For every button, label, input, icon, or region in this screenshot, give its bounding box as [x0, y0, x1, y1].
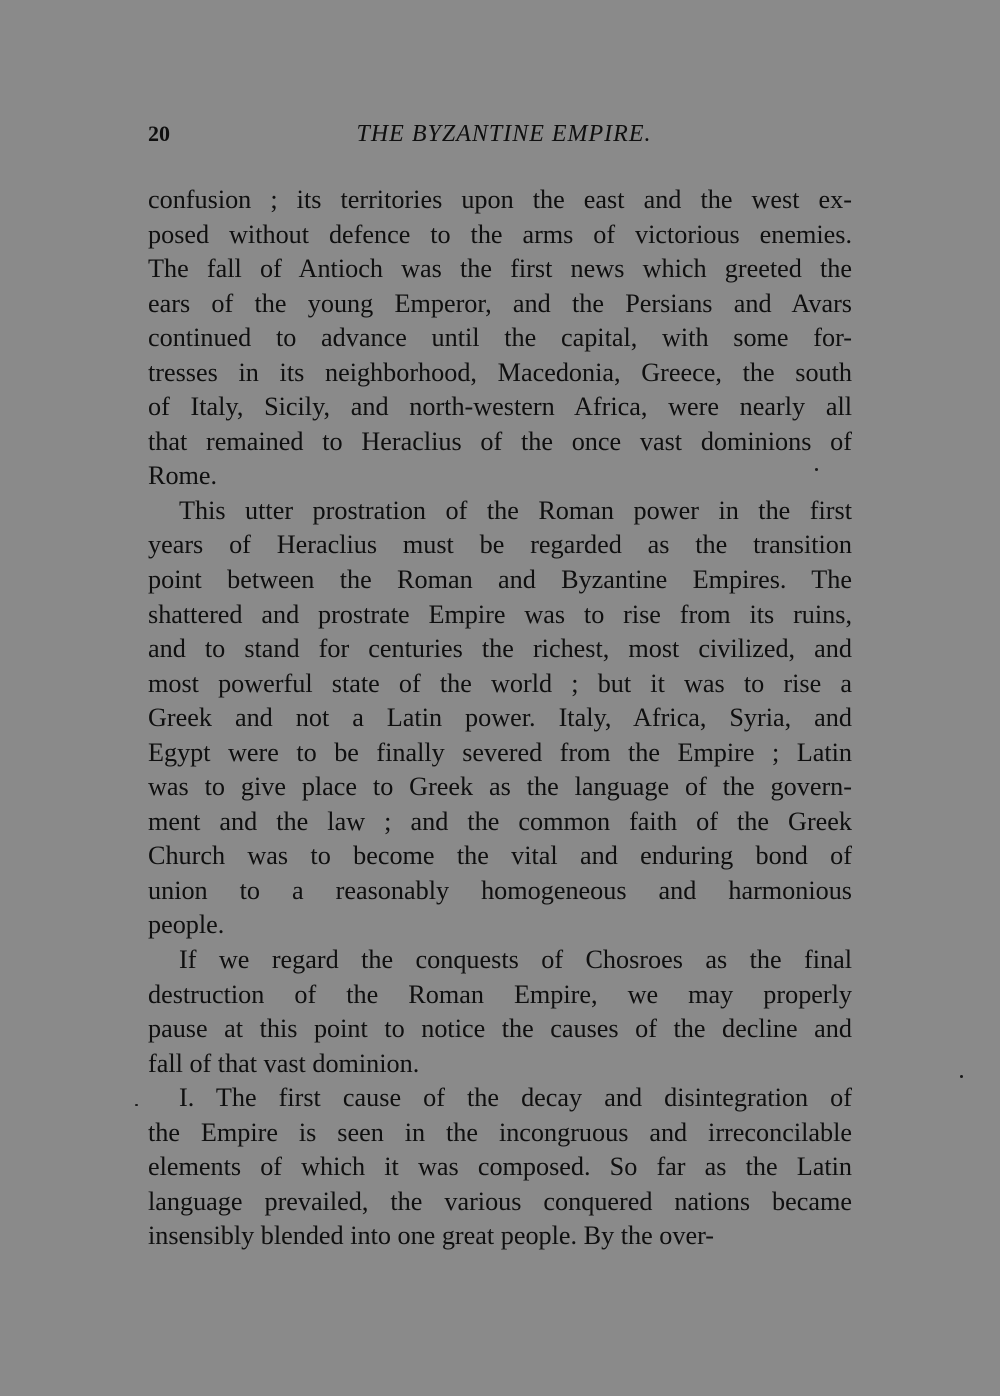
paragraph: [148, 494, 852, 943]
text-line: Rome.: [148, 461, 218, 491]
text-line: that remained to Heraclius of the once vast dominions of: [148, 426, 852, 456]
text-line: pause at this point to notice the causes of the decline and: [148, 1014, 852, 1044]
text-line: Egypt were to be finally severed from the Empire ; Latin: [148, 737, 852, 767]
text-line: and to stand for centuries the richest, most civilized, and: [148, 634, 852, 664]
text-line: most powerful state of the world ; but it was to rise a: [148, 668, 852, 698]
text-line: language prevailed, the various conquered nations became: [148, 1186, 852, 1216]
text-line: The fall of Antioch was the first news which greeted the: [148, 254, 852, 284]
print-speck: [135, 1104, 138, 1106]
text-line: fall of that vast dominion.: [148, 1048, 420, 1078]
text-line: Church was to become the vital and enduring bond of: [148, 841, 852, 871]
text-line: tresses in its neighborhood, Macedonia, Greece, the south: [148, 357, 852, 387]
text-line: years of Heraclius must be regarded as the transition: [148, 530, 852, 560]
text-line: the Empire is seen in the incongruous and irreconcilable: [148, 1117, 852, 1147]
text-line: elements of which it was composed. So far as the Latin: [148, 1152, 852, 1182]
body-text: [148, 183, 852, 1254]
text-line: If we regard the conquests of Chosroes as the final: [179, 945, 852, 975]
text-line: was to give place to Greek as the language of the govern-: [148, 772, 852, 802]
page-number: 20: [148, 121, 170, 146]
text-line: posed without defence to the arms of victorious enemies.: [148, 219, 852, 249]
text-line: shattered and prostrate Empire was to rise from its ruins,: [148, 599, 852, 629]
text-line: I. The first cause of the decay and disintegration of: [179, 1083, 852, 1113]
text-line: insensibly blended into one great people. By the over-: [148, 1221, 714, 1251]
paragraph: [148, 1081, 852, 1254]
text-line: union to a reasonably homogeneous and harmonious: [148, 875, 852, 905]
print-speck: [960, 1075, 963, 1078]
running-title: THE BYZANTINE EMPIRE.: [356, 121, 652, 147]
text-line: ears of the young Emperor, and the Persians and Avars: [148, 288, 852, 318]
text-line: continued to advance until the capital, with some for-: [148, 323, 852, 353]
text-line: of Italy, Sicily, and north-western Africa, were nearly all: [148, 392, 852, 422]
page-header: [148, 118, 852, 150]
text-line: Greek and not a Latin power. Italy, Africa, Syria, and: [148, 703, 852, 733]
print-speck: [815, 468, 818, 471]
text-line: people.: [148, 910, 225, 940]
text-line: point between the Roman and Byzantine Empires. The: [148, 565, 852, 595]
paragraph: [148, 943, 852, 1081]
paragraph: [148, 183, 852, 494]
text-line: ment and the law ; and the common faith of the Greek: [148, 806, 852, 836]
text-line: destruction of the Roman Empire, we may properly: [148, 979, 852, 1009]
text-line: This utter prostration of the Roman power in the first: [179, 495, 852, 525]
text-line: confusion ; its territories upon the east and the west ex-: [148, 185, 852, 214]
